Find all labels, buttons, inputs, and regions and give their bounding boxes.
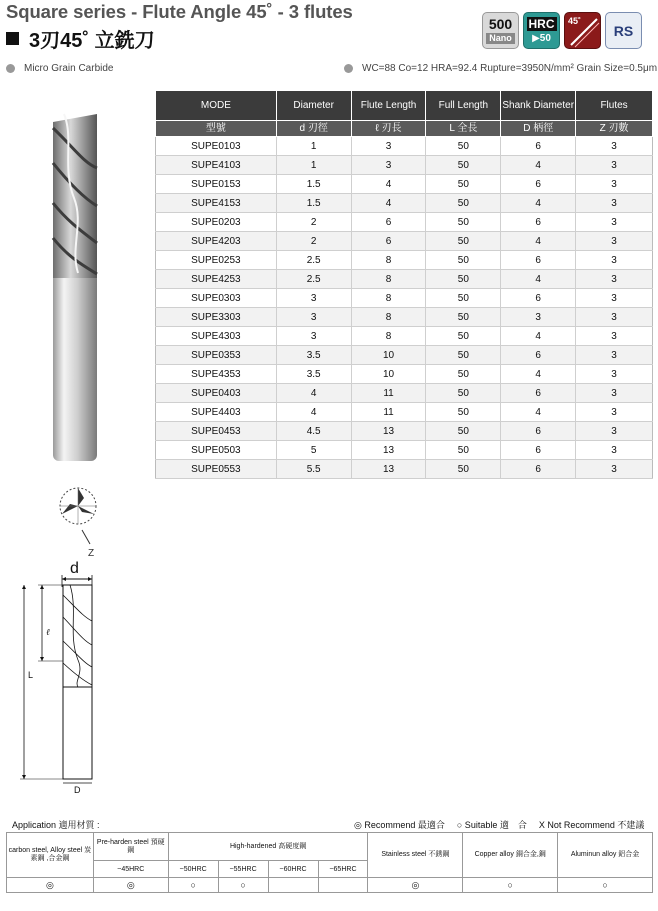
header-flute-length: Flute Length	[351, 91, 426, 121]
cell-full-length: 50	[426, 194, 501, 213]
cell-shank-diameter: 6	[501, 251, 576, 270]
cell-flutes: 3	[576, 403, 653, 422]
cell-diameter: 3.5	[276, 346, 351, 365]
symbol-65hrc	[318, 878, 368, 893]
cell-diameter: 1	[276, 137, 351, 156]
cell-full-length: 50	[426, 346, 501, 365]
table-row	[156, 308, 653, 327]
cell-flutes: 3	[576, 289, 653, 308]
cell-shank-diameter: 6	[501, 441, 576, 460]
rs-label: RS	[613, 22, 634, 39]
table-row	[156, 384, 653, 403]
cell-full-length: 50	[426, 365, 501, 384]
spec-table	[155, 90, 653, 479]
cell-full-length: 50	[426, 403, 501, 422]
hrc-value-label: ▶50	[532, 32, 551, 44]
hrc-50-badge	[523, 12, 560, 49]
cell-diameter: 3	[276, 327, 351, 346]
cell-flutes: 3	[576, 270, 653, 289]
table-row	[156, 441, 653, 460]
cell-model: SUPE0503	[156, 441, 277, 460]
cell-diameter: 4	[276, 384, 351, 403]
cell-flute-length: 11	[351, 384, 426, 403]
cell-full-length: 50	[426, 232, 501, 251]
material-line	[6, 63, 113, 74]
cell-flutes: 3	[576, 175, 653, 194]
spec-line	[344, 63, 657, 74]
cell-flutes: 3	[576, 308, 653, 327]
table-row	[156, 270, 653, 289]
cell-diameter: 2.5	[276, 270, 351, 289]
cell-shank-diameter: 6	[501, 137, 576, 156]
symbol-aluminum: ○	[558, 878, 653, 893]
cross-section-drawing	[54, 484, 114, 559]
symbol-stainless: ◎	[368, 878, 463, 893]
cell-flutes: 3	[576, 251, 653, 270]
table-header-row	[156, 91, 653, 121]
cell-model: SUPE0303	[156, 289, 277, 308]
cell-shank-diameter: 4	[501, 365, 576, 384]
header-mode: MODE	[156, 91, 277, 121]
cell-flutes: 3	[576, 365, 653, 384]
d-label: d	[70, 560, 79, 577]
cell-model: SUPE4103	[156, 156, 277, 175]
bullet-dot-icon	[6, 64, 15, 73]
cell-shank-diameter: 4	[501, 327, 576, 346]
bullet-dot-icon	[344, 64, 353, 73]
cell-flute-length: 8	[351, 270, 426, 289]
col-high-hardened: High-hardened 高硬度鋼	[168, 833, 368, 861]
cell-diameter: 1	[276, 156, 351, 175]
cell-flute-length: 6	[351, 232, 426, 251]
cell-diameter: 2	[276, 213, 351, 232]
nano-500-badge	[482, 12, 519, 49]
application-legend	[354, 818, 644, 831]
cell-shank-diameter: 3	[501, 308, 576, 327]
page-title-chinese	[6, 24, 155, 53]
feature-badges	[482, 12, 642, 49]
symbol-60hrc	[268, 878, 318, 893]
cell-full-length: 50	[426, 137, 501, 156]
table-row	[156, 251, 653, 270]
table-row	[156, 365, 653, 384]
cell-full-length: 50	[426, 441, 501, 460]
cell-model: SUPE4353	[156, 365, 277, 384]
cell-model: SUPE4303	[156, 327, 277, 346]
cell-flute-length: 6	[351, 213, 426, 232]
sub-60hrc: ~60HRC	[268, 861, 318, 878]
cell-flutes: 3	[576, 213, 653, 232]
legend-suitable: ○ Suitable 適 合	[456, 820, 527, 830]
nano-500-label: 500	[488, 16, 513, 32]
cell-model: SUPE0203	[156, 213, 277, 232]
header-flute-length-zh: ℓ 刃長	[351, 121, 426, 137]
col-copper-alloy: Copper alloy 銅合金,鋼	[463, 833, 558, 878]
symbol-carbon: ◎	[7, 878, 94, 893]
cell-diameter: 3	[276, 289, 351, 308]
cell-shank-diameter: 6	[501, 289, 576, 308]
application-label: Application 適用材質 :	[12, 820, 100, 830]
cell-flutes: 3	[576, 137, 653, 156]
z-label: Z	[88, 548, 95, 559]
cell-full-length: 50	[426, 308, 501, 327]
sub-55hrc: ~55HRC	[218, 861, 268, 878]
hrc-label: HRC	[528, 16, 555, 31]
header-mode-zh: 型號	[156, 121, 277, 137]
application-header-row	[7, 833, 653, 861]
cell-diameter: 2.5	[276, 251, 351, 270]
cell-model: SUPE0353	[156, 346, 277, 365]
cell-diameter: 5.5	[276, 460, 351, 479]
application-symbol-row	[7, 878, 653, 893]
helix-45-badge	[564, 12, 601, 49]
rs-badge	[605, 12, 642, 49]
header-diameter: Diameter	[276, 91, 351, 121]
table-row	[156, 289, 653, 308]
cell-shank-diameter: 6	[501, 460, 576, 479]
cell-model: SUPE3303	[156, 308, 277, 327]
cell-flute-length: 4	[351, 175, 426, 194]
cell-full-length: 50	[426, 251, 501, 270]
cell-full-length: 50	[426, 270, 501, 289]
cell-shank-diameter: 4	[501, 194, 576, 213]
cell-flutes: 3	[576, 346, 653, 365]
legend-not-recommend: X Not Recommend 不建議	[538, 820, 645, 830]
cell-diameter: 3	[276, 308, 351, 327]
col-stainless-steel: Stainless steel 不銹鋼	[368, 833, 463, 878]
symbol-50hrc: ○	[168, 878, 218, 893]
cell-flute-length: 3	[351, 137, 426, 156]
cell-flute-length: 4	[351, 194, 426, 213]
square-bullet-icon	[6, 32, 19, 45]
cell-flute-length: 8	[351, 327, 426, 346]
table-header-row-zh	[156, 121, 653, 137]
cell-diameter: 4	[276, 403, 351, 422]
cell-full-length: 50	[426, 327, 501, 346]
cell-full-length: 50	[426, 213, 501, 232]
cell-model: SUPE4403	[156, 403, 277, 422]
cell-shank-diameter: 6	[501, 384, 576, 403]
sub-45hrc: ~45HRC	[93, 861, 168, 878]
col-aluminum-alloy: Aluminun alloy 鋁合金	[558, 833, 653, 878]
table-row	[156, 460, 653, 479]
cell-flute-length: 13	[351, 460, 426, 479]
cell-flutes: 3	[576, 460, 653, 479]
cell-shank-diameter: 6	[501, 213, 576, 232]
cell-model: SUPE4253	[156, 270, 277, 289]
cell-diameter: 4.5	[276, 422, 351, 441]
table-row	[156, 156, 653, 175]
legend-recommend: ◎ Recommend 最適合	[354, 820, 445, 830]
table-row	[156, 403, 653, 422]
cell-full-length: 50	[426, 156, 501, 175]
cell-flutes: 3	[576, 441, 653, 460]
cell-diameter: 5	[276, 441, 351, 460]
cell-flute-length: 3	[351, 156, 426, 175]
cell-shank-diameter: 4	[501, 156, 576, 175]
page-title-english: Square series - Flute Angle 45˚ - 3 flutes	[6, 1, 353, 22]
cell-flute-length: 10	[351, 346, 426, 365]
spec-text: WC=88 Co=12 HRA=92.4 Rupture=3950N/mm² Grain Size=0.5μm	[362, 63, 658, 74]
end-mill-photo	[44, 108, 104, 463]
table-row	[156, 137, 653, 156]
cell-flute-length: 8	[351, 308, 426, 327]
col-preharden-steel: Pre-harden steel 預硬鋼	[93, 833, 168, 861]
cell-flute-length: 11	[351, 403, 426, 422]
cell-flute-length: 8	[351, 289, 426, 308]
header-diameter-zh: d 刃徑	[276, 121, 351, 137]
page-title-chinese-text: 3刃45˚ 立銑刀	[29, 30, 155, 52]
cell-shank-diameter: 4	[501, 270, 576, 289]
cell-flutes: 3	[576, 232, 653, 251]
cell-flute-length: 13	[351, 422, 426, 441]
cell-flutes: 3	[576, 384, 653, 403]
cell-full-length: 50	[426, 460, 501, 479]
cell-shank-diameter: 6	[501, 346, 576, 365]
table-row	[156, 213, 653, 232]
col-carbon-steel: carbon steel, Alloy steel 炭素鋼 ,合金鋼	[7, 833, 94, 878]
cell-flute-length: 10	[351, 365, 426, 384]
cell-model: SUPE0403	[156, 384, 277, 403]
cell-diameter: 3.5	[276, 365, 351, 384]
table-row	[156, 346, 653, 365]
header-flutes-zh: Z 刃數	[576, 121, 653, 137]
cell-flute-length: 8	[351, 251, 426, 270]
nano-label: Nano	[486, 33, 515, 44]
cell-diameter: 1.5	[276, 175, 351, 194]
dimension-drawing	[18, 555, 103, 795]
header-full-length-zh: L 全長	[426, 121, 501, 137]
cell-shank-diameter: 4	[501, 232, 576, 251]
table-row	[156, 422, 653, 441]
cell-full-length: 50	[426, 175, 501, 194]
cell-flutes: 3	[576, 156, 653, 175]
symbol-preharden: ◎	[93, 878, 168, 893]
cell-model: SUPE0103	[156, 137, 277, 156]
symbol-copper: ○	[463, 878, 558, 893]
cell-model: SUPE0253	[156, 251, 277, 270]
sub-50hrc: ~50HRC	[168, 861, 218, 878]
helix-angle-label: 45˚	[568, 16, 582, 26]
cell-flute-length: 13	[351, 441, 426, 460]
cell-model: SUPE0153	[156, 175, 277, 194]
cell-flutes: 3	[576, 327, 653, 346]
header-shank-diameter: Shank Diameter	[501, 91, 576, 121]
cell-full-length: 50	[426, 289, 501, 308]
spec-table-body	[156, 137, 653, 479]
sub-65hrc: ~65HRC	[318, 861, 368, 878]
full-length-label: L	[28, 670, 34, 680]
cell-model: SUPE0453	[156, 422, 277, 441]
application-table	[6, 832, 653, 893]
table-row	[156, 175, 653, 194]
header-full-length: Full Length	[426, 91, 501, 121]
cell-flutes: 3	[576, 194, 653, 213]
cell-model: SUPE0553	[156, 460, 277, 479]
helix-angle-icon	[565, 13, 601, 49]
cell-diameter: 1.5	[276, 194, 351, 213]
cell-model: SUPE4203	[156, 232, 277, 251]
cell-flutes: 3	[576, 422, 653, 441]
shank-diameter-label: D	[74, 785, 81, 795]
material-text: Micro Grain Carbide	[24, 63, 114, 74]
header-shank-diameter-zh: D 柄徑	[501, 121, 576, 137]
cell-full-length: 50	[426, 422, 501, 441]
cell-full-length: 50	[426, 384, 501, 403]
table-row	[156, 232, 653, 251]
table-row	[156, 194, 653, 213]
cell-shank-diameter: 4	[501, 403, 576, 422]
header-flutes: Flutes	[576, 91, 653, 121]
cell-model: SUPE4153	[156, 194, 277, 213]
symbol-55hrc: ○	[218, 878, 268, 893]
table-row	[156, 327, 653, 346]
cell-shank-diameter: 6	[501, 175, 576, 194]
flute-length-label: ℓ	[46, 627, 50, 637]
cell-diameter: 2	[276, 232, 351, 251]
cell-shank-diameter: 6	[501, 422, 576, 441]
